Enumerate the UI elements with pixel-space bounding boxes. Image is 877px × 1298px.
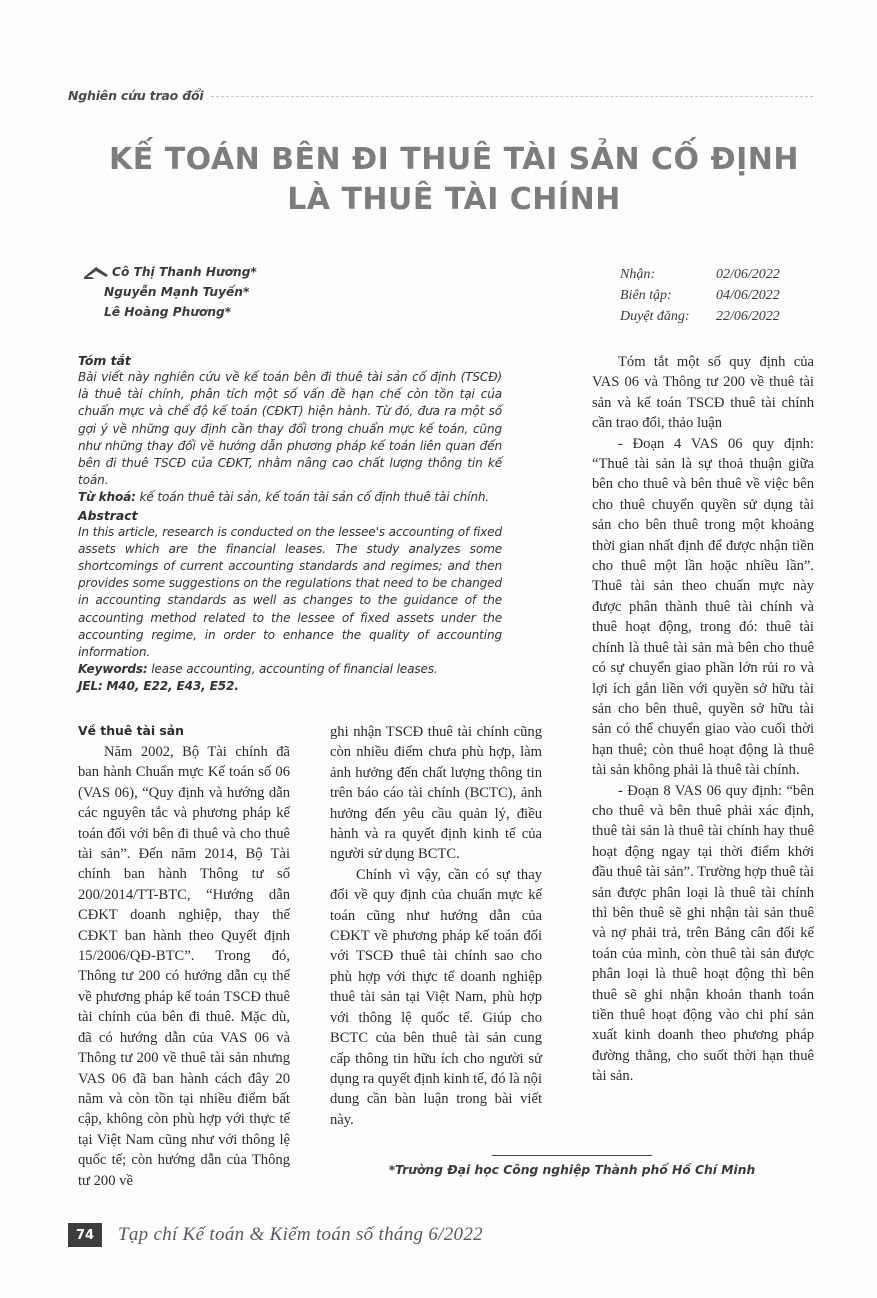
body-paragraph: Chính vì vậy, cần có sự thay đổi về quy định của chuẩn mực kế toán cũng như hướng dẫn của CĐKT về phương pháp kế toán đối với TSCĐ thuê tài chính sao cho phù hợp với thực tế doanh nghiệp thuê tài sản tại Việt Nam, phù hợp với thông lệ quốc tế. Giúp cho BCTC của bên thuê tài sản cung cấp thông tin hữu ích cho người sử dụng ra quyết định kinh tế, đó là nội dung cần bàn luận trong bài viết này. (330, 866, 542, 1128)
abstract-en-heading: Abstract (78, 507, 138, 523)
jel-value: M40, E22, E43, E52. (106, 679, 239, 694)
date-edited-label: Biên tập: (620, 288, 672, 303)
date-approved (620, 306, 840, 327)
abstract-en-body: In this article, research is conducted on the lessee's accounting of fixed assets which are the financial leases. The study analyzes some shortcomings of current accounting standards and regimes; and then provides some suggestions on the regulations that need to be changed in accounting standards as well as changes to the guidance of the accounting method related to the lessee of fixed assets under the accounting regime, in order to enhance the quality of accounting information. (78, 524, 502, 660)
body-paragraph: - Đoạn 4 VAS 06 quy định: “Thuê tài sản là sự thoả thuận giữa bên cho thuê và bên thuê về việc bên cho thuê chuyển quyền sử dụng tài sản cho bên thuê trong một khoảng thời gian nhất định để được nhận tiền cho thuê một lần hoặc nhiều lần”. Thuê tài sản theo chuẩn mực này được phân thành thuê tài chính và thuê hoạt động, trong đó: thuê tài chính là thuê tài sản mà bên cho thuê có sự chuyển giao phần lớn rủi ro và lợi ích gắn liền với quyền sở hữu tài sản cho bên thuê, quyền sở hữu tài sản có thể chuyển giao vào cuối thời hạn thuê; còn thuê hoạt động là thuê tài sản không phải là thuê tài chính. (592, 435, 814, 779)
abstract-vi-heading: Tóm tắt (78, 353, 131, 368)
keywords-vi (78, 489, 502, 506)
date-received-value: 02/06/2022 (716, 267, 780, 282)
date-edited (620, 285, 840, 306)
date-edited-value: 04/06/2022 (716, 288, 780, 303)
jel-label: JEL: (78, 679, 103, 694)
date-approved-value: 22/06/2022 (716, 309, 780, 324)
abstract-section (78, 352, 502, 696)
keywords-vi-label: Từ khoá: (78, 490, 136, 505)
pen-icon (82, 264, 110, 280)
body-paragraph: Tóm tắt một số quy định của VAS 06 và Thông tư 200 về thuê tài sản và kế toán TSCĐ thuê tài chính cần trao đổi, thảo luận (592, 354, 814, 432)
date-approved-label: Duyệt đăng: (620, 309, 690, 324)
article-meta (68, 262, 840, 340)
page-footer (68, 1218, 813, 1252)
running-head-label: Nghiên cứu trao đổi (68, 87, 204, 103)
affiliation-footnote (330, 1155, 814, 1177)
article-title (68, 140, 840, 220)
running-head-divider (211, 96, 813, 98)
journal-title: Tạp chí Kế toán & Kiểm toán số tháng 6/2022 (118, 1224, 483, 1245)
date-received (620, 264, 840, 285)
running-head (68, 84, 813, 106)
keywords-en-value: lease accounting, accounting of financial leases. (151, 662, 438, 677)
body-column-right (592, 352, 814, 1087)
keywords-vi-value: kế toán thuê tài sản, kế toán tài sản cố định thuê tài chính. (139, 490, 490, 505)
article-title-line-1: KẾ TOÁN BÊN ĐI THUÊ TÀI SẢN CỐ ĐỊNH (109, 142, 799, 177)
keywords-en-label: Keywords: (78, 662, 148, 677)
submission-dates (620, 264, 840, 327)
jel-codes (78, 678, 502, 695)
footnote-divider (492, 1155, 652, 1156)
author-name: Cô Thị Thanh Hương* (112, 265, 257, 279)
body-paragraph: Năm 2002, Bộ Tài chính đã ban hành Chuẩn mực Kế toán số 06 (VAS 06), “Quy định và hướng dẫn các nguyên tắc và phương pháp kế toán đối với bên đi thuê và cho thuê tài sản”. Đến năm 2014, Bộ Tài chính ban hành Thông tư số 200/2014/TT-BTC, “Hướng dẫn CĐKT doanh nghiệp, thay thế CĐKT ban hành theo Quyết định 15/2006/QĐ-BTC”. Trong đó, Thông tư 200 có hướng dẫn cụ thể về phương pháp kế toán TSCĐ thuê tài chính của bên đi thuê. Mặc dù, đã có hướng dẫn của VAS 06 và Thông tư 200 về thuê tài sản nhưng VAS 06 đã ban hành cách đây 20 năm và còn tồn tại nhiều điểm bất cập, không còn phù hợp với thực tế tại Việt Nam cũng như với thông lệ quốc tế; còn hướng dẫn của Thông tư 200 về (78, 744, 290, 1189)
keywords-en (78, 661, 502, 678)
affiliation-text: *Trường Đại học Công nghiệp Thành phố Hồ Chí Minh (388, 1163, 756, 1177)
author-name: Nguyễn Mạnh Tuyến* (104, 285, 250, 299)
body-column-left (78, 722, 290, 1191)
section-heading: Về thuê tài sản (78, 723, 184, 738)
article-title-line-2: LÀ THUÊ TÀI CHÍNH (287, 182, 621, 217)
author-name: Lê Hoàng Phương* (104, 305, 232, 319)
date-received-label: Nhận: (620, 267, 655, 282)
body-column-middle (330, 722, 542, 1130)
author-list (78, 262, 408, 322)
body-paragraph: ghi nhận TSCĐ thuê tài chính cũng còn nhiều điểm chưa phù hợp, làm ảnh hưởng đến chất lượng thông tin trên báo cáo tài chính (BCTC), ảnh hưởng đến yêu cầu quản lý, điều hành và ra quyết định kinh tế của người sử dụng BCTC. (330, 724, 542, 863)
body-paragraph: - Đoạn 8 VAS 06 quy định: “bên cho thuê và bên thuê phải xác định, thuê tài sản là thuê tài chính hay thuê hoạt động ngay tại thời điểm khởi đầu thuê tài sản”. Trường hợp thuê tài sản được phân loại là thuê tài chính thì bên thuê sẽ ghi nhận tài sản thuê và nợ phải trả, trên Bảng cân đối kế toán của mình, còn thuê tài sản được phân loại là thuê hoạt động thì bên thuê sẽ ghi nhận khoản thanh toán tiền thuê hoạt động vào chi phí sản xuất kinh doanh theo phương pháp đường thẳng, cho suốt thời hạn thuê tài sản. (592, 782, 814, 1085)
page-number: 74 (68, 1223, 102, 1247)
abstract-vi-body: Bài viết này nghiên cứu về kế toán bên đi thuê tài sản cố định (TSCĐ) là thuê tài chính, phân tích một số vấn đề hạn chế còn tồn tại của chuẩn mực và chế độ kế toán (CĐKT) hiện hành. Từ đó, đưa ra một số gợi ý về những quy định cần thay đổi trong chuẩn mực kế toán, cũng như những thay đổi về hướng dẫn phương pháp kế toán liên quan đến bên đi thuê TSCĐ của CĐKT, nhằm nâng cao chất lượng thông tin kế toán. (78, 370, 502, 488)
